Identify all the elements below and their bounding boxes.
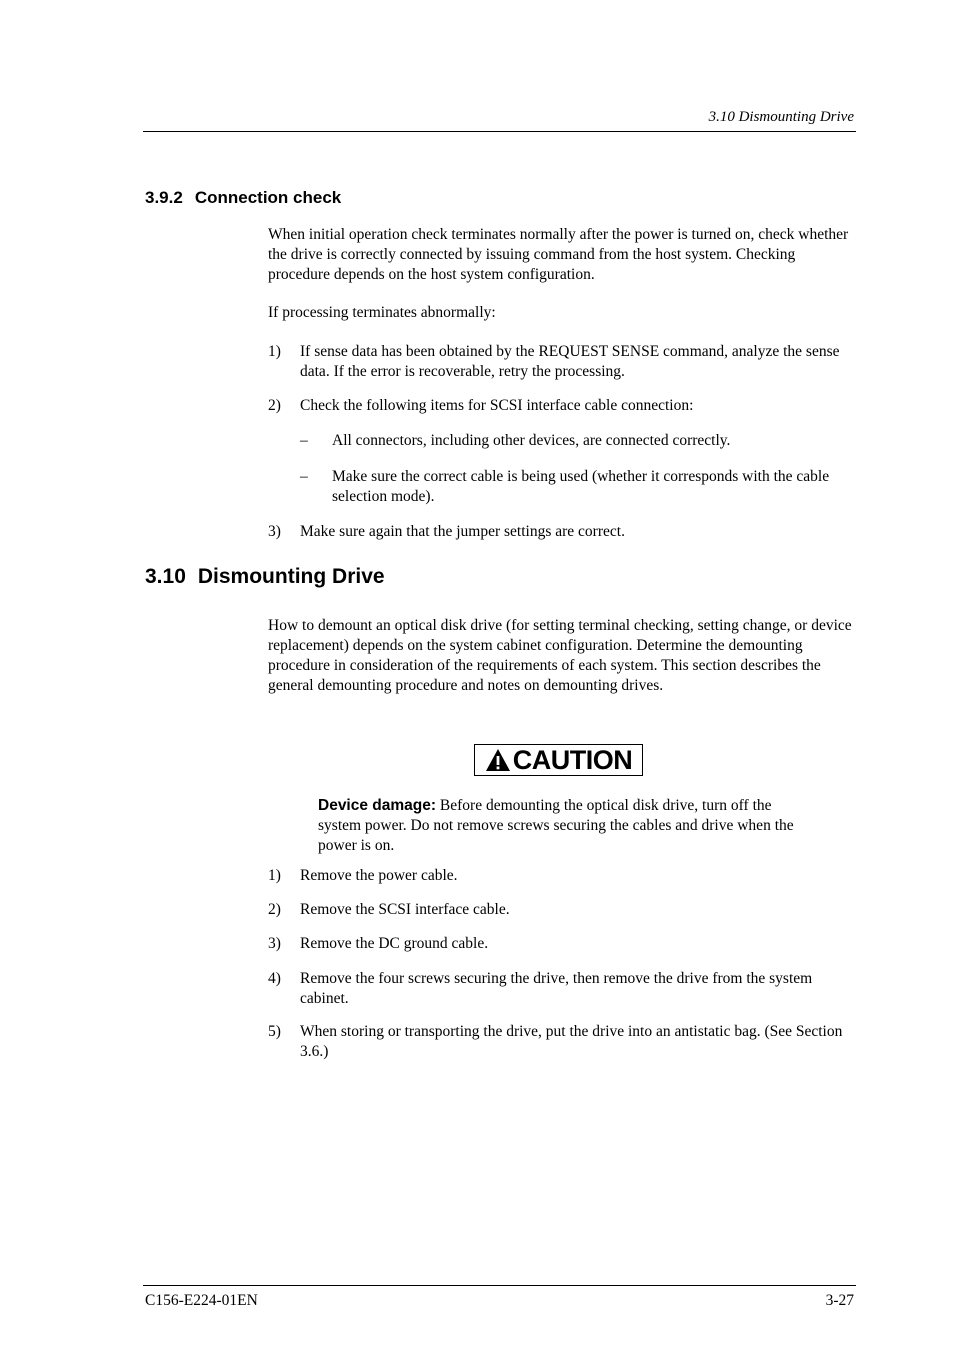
- sub-list-item: [300, 467, 853, 507]
- list-item: [268, 1022, 853, 1062]
- section-heading-3-10: [145, 565, 385, 589]
- footer-rule: [143, 1285, 856, 1286]
- document-code: C156-E224-01EN: [145, 1292, 258, 1309]
- section-heading-3-9-2: [145, 188, 341, 208]
- dash-mark: –: [300, 432, 308, 449]
- sub-list-text: All connectors, including other devices, are connected correctly.: [332, 432, 731, 449]
- list-item: [268, 934, 853, 954]
- abnormal-lead-in: If processing terminates abnormally:: [268, 304, 496, 321]
- list-item: [268, 900, 853, 920]
- header-rule: [143, 131, 856, 132]
- caution-box: [474, 744, 643, 776]
- list-text: Remove the SCSI interface cable.: [300, 901, 510, 918]
- section-title: Connection check: [194, 188, 342, 207]
- running-header: 3.10 Dismounting Drive: [708, 109, 854, 125]
- connection-check-intro: When initial operation check terminates normally after the power is turned on, check whether the drive is correctly connected by issuing command from the host system. Checking procedure depends on the host system configuration.: [268, 226, 849, 283]
- sub-list-item: [300, 431, 853, 451]
- list-item: [268, 969, 853, 1009]
- list-item: [268, 342, 853, 382]
- list-number: 1): [268, 343, 281, 360]
- list-number: 3): [268, 523, 281, 540]
- page-number: 3-27: [825, 1292, 854, 1309]
- list-item: [268, 396, 853, 416]
- caution-lead: Device damage:: [318, 797, 437, 814]
- list-number: 1): [268, 867, 281, 884]
- list-text: Remove the power cable.: [300, 867, 458, 884]
- list-text: Remove the DC ground cable.: [300, 935, 489, 952]
- list-text: Make sure again that the jumper settings are correct.: [300, 523, 625, 540]
- list-number: 3): [268, 935, 281, 952]
- list-number: 5): [268, 1023, 281, 1040]
- list-item: [268, 522, 853, 542]
- dismounting-intro: How to demount an optical disk drive (for setting terminal checking, setting change, or device replacement) depends on the system cabinet configuration. Determine the demounting procedure in consideration of the requirements of each system. This section describes the general demounting procedure and notes on demounting drives.: [268, 617, 852, 694]
- dash-mark: –: [300, 468, 308, 485]
- list-number: 2): [268, 397, 281, 414]
- warning-triangle-icon: [485, 748, 511, 772]
- list-item: [268, 866, 853, 886]
- caution-message: [318, 796, 798, 856]
- section-number: 3.9.2: [145, 188, 183, 207]
- list-number: 4): [268, 970, 281, 987]
- list-number: 2): [268, 901, 281, 918]
- list-text: When storing or transporting the drive, put the drive into an antistatic bag. (See Section 3.6.): [300, 1023, 843, 1060]
- list-text: Remove the four screws securing the drive, then remove the drive from the system cabinet.: [300, 970, 813, 1007]
- list-text: Check the following items for SCSI interface cable connection:: [300, 397, 694, 414]
- sub-list-text: Make sure the correct cable is being used (whether it corresponds with the cable selection mode).: [332, 468, 830, 505]
- section-number: 3.10: [145, 565, 186, 588]
- section-title: Dismounting Drive: [197, 565, 385, 588]
- caution-text: Before demounting the optical disk drive, turn off the system power. Do not remove screws securing the cables and drive when the power is on.: [318, 797, 794, 854]
- list-text: If sense data has been obtained by the REQUEST SENSE command, analyze the sense data. If the error is recoverable, retry the processing.: [300, 343, 840, 380]
- caution-label: CAUTION: [512, 744, 633, 775]
